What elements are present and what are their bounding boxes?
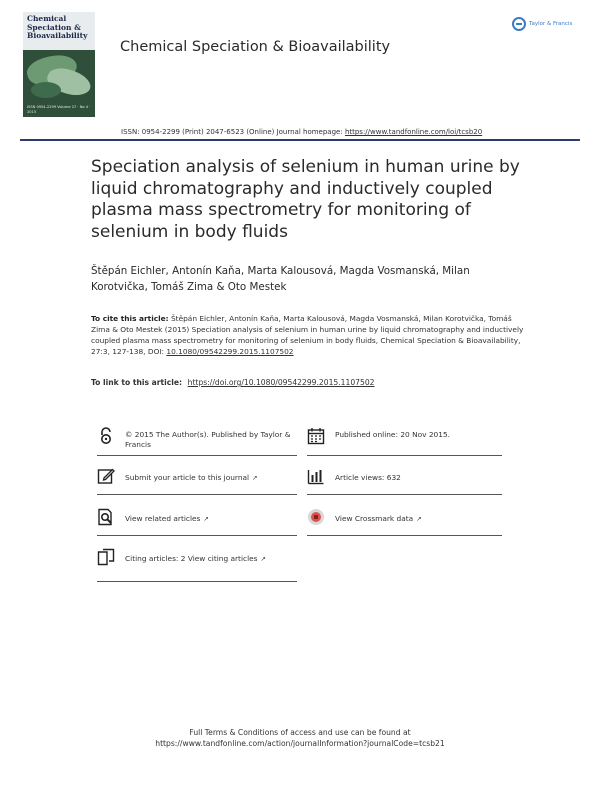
open-access-icon <box>97 427 115 445</box>
article-title: Speciation analysis of selenium in human urine by liquid chromatography and inductively coupled plasma mass spectrometry for monitoring of selenium in body fluids <box>91 157 520 242</box>
article-views-text: Article views: 632 <box>335 473 401 482</box>
divider <box>97 494 297 495</box>
divider <box>97 455 297 456</box>
crossmark-link[interactable]: View Crossmark data <box>335 514 414 523</box>
external-link-icon: ↗ <box>252 474 258 482</box>
citation-label: To cite this article: <box>91 314 169 323</box>
search-document-icon <box>97 508 115 526</box>
publisher-logo <box>512 17 572 31</box>
link-label: To link to this article: <box>91 378 185 387</box>
divider <box>307 494 502 495</box>
footer <box>0 727 600 749</box>
cover-title: Chemical Speciation & Bioavailability <box>27 14 88 40</box>
related-articles-link[interactable]: View related articles <box>125 514 201 523</box>
copyright-text: © 2015 The Author(s). Published by Taylor & Francis <box>125 430 291 449</box>
external-link-icon: ↗ <box>203 515 209 523</box>
divider <box>307 535 502 536</box>
article-authors: Štěpán Eichler, Antonín Kaňa, Marta Kalousová, Magda Vosmanská, Milan Korotvička, Tomáš Zima & Oto Mestek <box>91 265 470 293</box>
external-link-icon: ↗ <box>260 555 266 563</box>
citation-text: Štěpán Eichler, Antonín Kaňa, Marta Kalousová, Magda Vosmanská, Milan Korotvička, Tomáš Zima & Oto Mestek (2015) Speciation analysis of selenium in human urine by liquid chromatography and inductively coupled plasma mass spectrometry for monitoring of selenium in body fluids, Chemical Speciation & Bioavailability, 27:3, 127-138, DOI: <box>91 314 524 356</box>
journal-homepage-link[interactable]: https://www.tandfonline.com/loi/tcsb20 <box>344 128 483 136</box>
issn-line <box>121 128 482 136</box>
cover-issn: ISSN 0954-2299 Volume 27 · No 4 · 2015 <box>27 105 91 114</box>
citation-block <box>91 313 531 357</box>
external-link-icon: ↗ <box>416 515 422 523</box>
divider <box>307 455 502 456</box>
article-doi-link[interactable]: https://doi.org/10.1080/09542299.2015.1107502 <box>187 378 375 387</box>
journal-title[interactable]: Chemical Speciation & Bioavailability <box>120 39 391 55</box>
edit-icon <box>97 467 115 485</box>
divider <box>97 535 297 536</box>
citing-articles-link[interactable]: Citing articles: 2 View citing articles <box>125 554 258 563</box>
footer-terms-text: Full Terms & Conditions of access and use can be found at <box>189 728 411 737</box>
publisher-logo-icon <box>512 17 526 31</box>
divider <box>97 581 297 582</box>
copy-document-icon <box>97 548 115 566</box>
bar-chart-icon <box>307 467 325 485</box>
crossmark-icon <box>307 508 325 526</box>
footer-terms-link[interactable]: https://www.tandfonline.com/action/journalInformation?journalCode=tcsb21 <box>155 739 445 748</box>
journal-cover-image <box>23 12 95 117</box>
issn-text: ISSN: 0954-2299 (Print) 2047-6523 (Online) Journal homepage: <box>121 128 345 136</box>
published-text: Published online: 20 Nov 2015. <box>335 430 450 439</box>
header-divider <box>20 139 580 141</box>
article-link-line <box>91 378 374 387</box>
publisher-logo-text: Taylor & Francis <box>529 20 573 27</box>
citation-doi-link[interactable]: 10.1080/09542299.2015.1107502 <box>166 347 294 356</box>
calendar-icon <box>307 427 325 445</box>
submit-article-link[interactable]: Submit your article to this journal <box>125 473 250 482</box>
